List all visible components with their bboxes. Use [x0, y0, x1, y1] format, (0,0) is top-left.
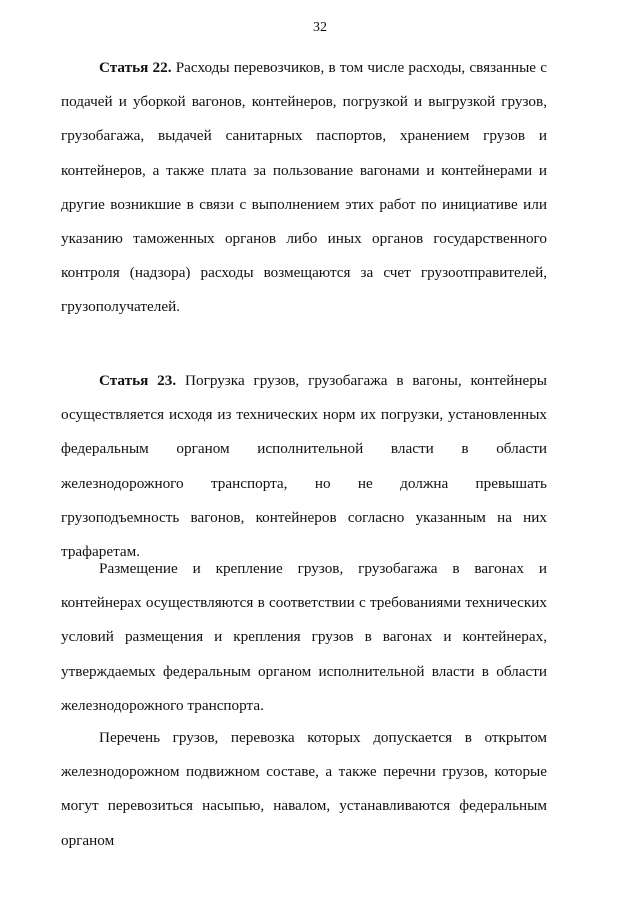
placement-block — [61, 552, 547, 723]
article-23-paragraph — [61, 364, 547, 569]
article-22-text: Расходы перевозчиков, в том числе расходы, связанные с подачей и уборкой вагонов, контейнеров, погрузкой и выгрузкой грузов, грузобагажа, выдачей санитарных паспортов, хранением грузов и контейнеров, а также плата за пользование вагонами и контейнерами и другие возникшие в связи с выполнением этих работ по инициативе или указанию таможенных органов либо иных органов государственного контроля (надзора) расходы возмещаются за счет грузоотправителей, грузополучателей. — [61, 59, 547, 316]
page-number: 32 — [313, 20, 327, 35]
placement-paragraph: Размещение и крепление грузов, грузобагажа в вагонах и контейнерах осуществляются в соответствии с требованиями технических условий размещения и крепления грузов в вагонах и контейнерах, утверждаемых федеральным органом исполнительной власти в области железнодорожного транспорта. — [61, 560, 547, 714]
cargo-list-paragraph: Перечень грузов, перевозка которых допускается в открытом железнодорожном подвижном составе, а также перечни грузов, которые могут перевозиться насыпью, навалом, устанавливаются федеральным органом — [61, 729, 547, 849]
article-22-heading: Статья 22. — [99, 59, 172, 76]
cargo-list-block — [61, 721, 547, 858]
article-23-heading: Статья 23. — [99, 372, 177, 389]
article-22-block — [61, 51, 547, 325]
article-23-text: Погрузка грузов, грузобагажа в вагоны, контейнеры осуществляется исходя из технических норм их погрузки, установленных федеральным органом исполнительной власти в области железнодорожного транспорта, но не должна превышать грузоподъемность вагонов, контейнеров согласно указанным на них трафаретам. — [61, 372, 547, 561]
article-22-paragraph — [61, 51, 547, 325]
article-23-block — [61, 364, 547, 569]
